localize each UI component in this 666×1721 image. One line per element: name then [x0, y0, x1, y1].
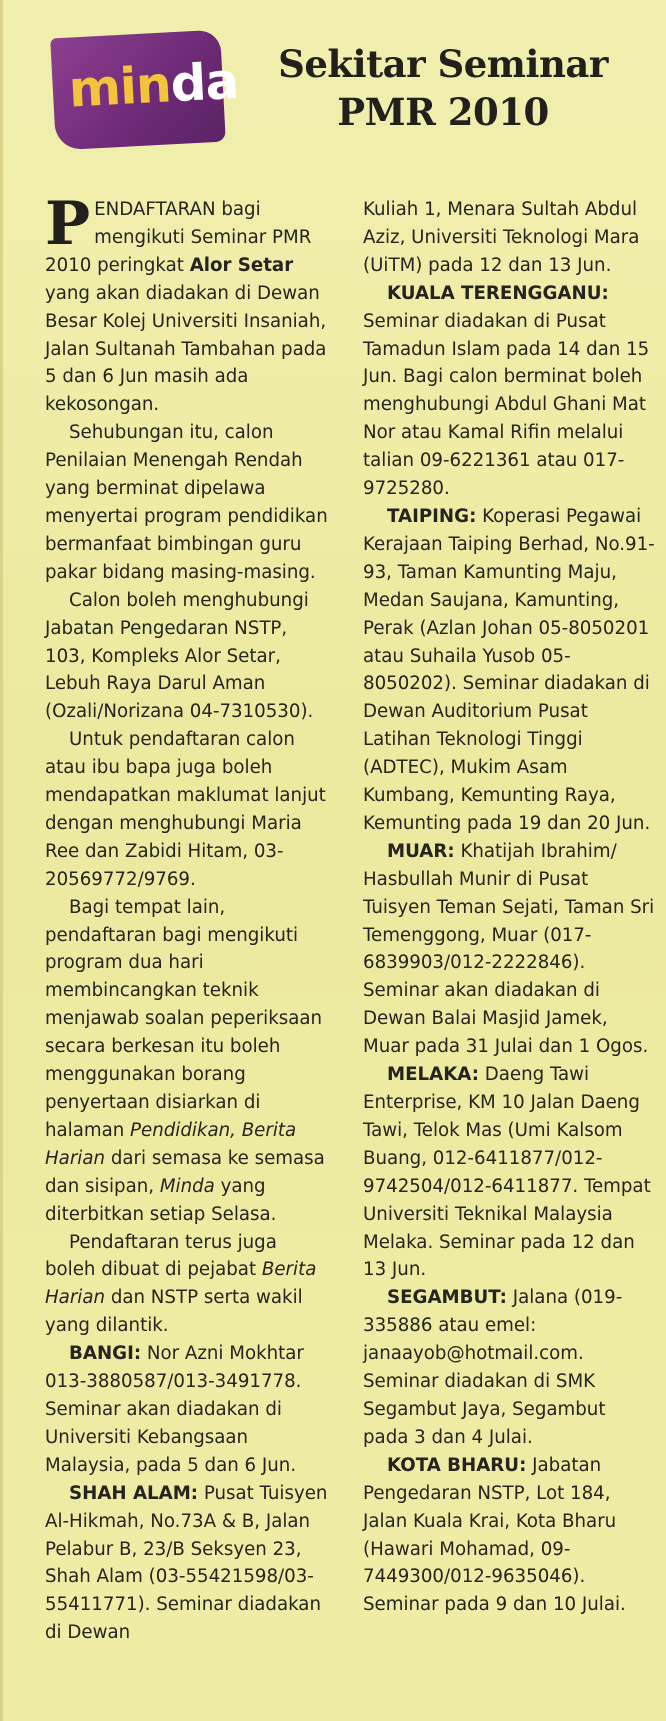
drop-cap: P — [45, 189, 91, 259]
paragraph: Untuk pendaftaran calon atau ibu bapa juga boleh mendapatkan maklumat lanjut dengan menghubungi Maria Ree dan Zabidi Hitam, 03-20569772/9769. — [45, 729, 326, 890]
article-column-left — [45, 189, 331, 1647]
paragraph: Pendaftaran terus juga boleh dibuat di pejabat Berita Harian dan NSTP serta wakil yang dilantik. — [45, 1231, 317, 1337]
paragraph-continued: Kuliah 1, Menara Sultah Abdul Aziz, Universiti Teknologi Mara (UiTM) pada 12 dan 13 Jun. — [363, 199, 640, 276]
location-entry-shah-alam: SHAH ALAM: Pusat Tuisyen Al-Hikmah, No.73A & B, Jalan Pelabur B, 23/B Seksyen 23, Shah Alam (03-55421598/03-55411771). Seminar diadakan di Dewan — [45, 1482, 328, 1644]
location-entry-kota-bharu: KOTA BHARU: Jabatan Pengedaran NSTP, Lot 184, Jalan Kuala Krai, Kota Bharu (Hawari Mohamad, 09-7449300/012-9635046). Seminar pada 9 dan 10 Julai. — [363, 1454, 626, 1616]
paragraph: Calon boleh menghubungi Jabatan Pengedaran NSTP, 103, Kompleks Alor Setar, Lebuh Raya Darul Aman (Ozali/Norizana 04-7310530). — [45, 589, 314, 723]
logo-wordmark: minda — [67, 51, 240, 119]
location-entry-kuala-terengganu: KUALA TERENGGANU: Seminar diadakan di Pusat Tamadun Islam pada 14 dan 15 Jun. Bagi calon berminat boleh menghubungi Abdul Ghani Mat Nor atau Kamal Rifin melalui talian 09-6221361 atau 017-9725280. — [363, 282, 650, 500]
location-entry-muar: MUAR: Khatijah Ibrahim/ Hasbullah Munir di Pusat Tuisyen Teman Sejati, Taman Sri Temenggong, Muar (017-6839903/012-2222846). Seminar akan diadakan di Dewan Balai Masjid Jamek, Muar pada 31 Julai dan 1 Ogos. — [363, 840, 655, 1058]
paragraph: Sehubungan itu, calon Penilaian Menengah Rendah yang berminat dipelawa menyertai program pendidikan bermanfaat bimbingan guru pakar bidang masing-masing. — [45, 422, 328, 583]
headline-line-2: PMR 2010 — [337, 90, 549, 134]
location-entry-melaka: MELAKA: Daeng Tawi Enterprise, KM 10 Jalan Daeng Tawi, Telok Mas (Umi Kalsom Buang, 012-6411877/012-9742504/012-6411877. Tempat Universiti Teknikal Malaysia Melaka. Seminar pada 12 dan 13 Jun. — [363, 1064, 651, 1281]
article-column-right — [363, 196, 655, 1619]
paragraph: Bagi tempat lain, pendaftaran bagi mengikuti program dua hari membincangkan teknik menjawab soalan peperiksaan secara berkesan itu boleh menggunakan borang penyertaan disiarkan di halaman Pendidikan, Berita Harian dari semasa ke semasa dan sisipan, Minda yang diterbitkan setiap Selasa. — [45, 896, 325, 1225]
article-headline — [243, 40, 643, 136]
headline-line-1: Sekitar Seminar — [278, 42, 608, 86]
paragraph-intro: PENDAFTARAN bagi mengikuti Seminar PMR 2010 peringkat Alor Setar yang akan diadakan di Dewan Besar Kolej Universiti Insaniah, Jalan Sultanah Tambahan pada 5 dan 6 Jun masih ada kekosongan. — [45, 189, 327, 416]
location-entry-taiping: TAIPING: Koperasi Pegawai Kerajaan Taiping Berhad, No.91-93, Taman Kamunting Maju, Medan Saujana, Kamunting, Perak (Azlan Johan 05-8050201 atau Suhaila Yusob 05-8050202). Seminar diadakan di Dewan Auditorium Pusat Latihan Teknologi Tinggi (ADTEC), Mukim Asam Kumbang, Kemunting Raya, Kemunting pada 19 dan 20 Jun. — [363, 505, 655, 834]
location-entry-segambut: SEGAMBUT: Jalana (019-335886 atau emel: janaayob@hotmail.com. Seminar diadakan di SMK Segambut Jaya, Segambut pada 3 dan 4 Julai. — [363, 1287, 623, 1448]
minda-logo — [50, 30, 240, 151]
location-entry-bangi: BANGI: Nor Azni Mokhtar 013-3880587/013-3491778. Seminar akan diadakan di Universiti Kebangsaan Malaysia, pada 5 dan 6 Jun. — [45, 1343, 304, 1476]
